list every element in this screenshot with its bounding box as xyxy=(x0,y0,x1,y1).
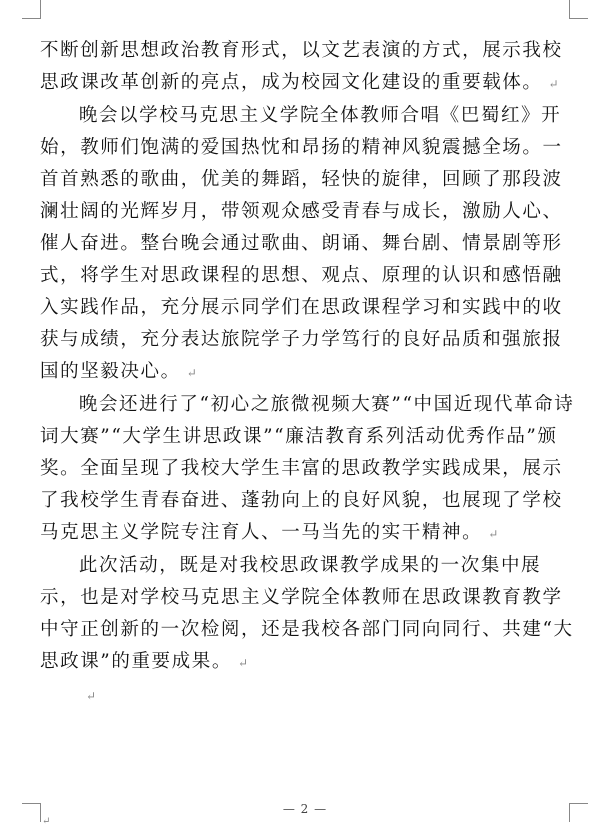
paragraph-mark-icon: ↵ xyxy=(488,527,499,541)
paragraph-text: 晚会以学校马克思主义学院全体教师合唱《巴蜀红》开始，教师们饱满的爱国热忱和昂扬的精神风貌震撼全场。一首首熟悉的歌曲，优美的舞蹈，轻快的旋律，回顾了那段波澜壮阔的光辉岁月，带领观众感受青春与成长，激励人心、催人奋进。整台晚会通过歌曲、朗诵、舞台剧、情景剧等形式，将学生对思政课程的思想、观点、原理的认识和感悟融入实践作品，充分展示同学们在思政课程学习和实践中的收获与成绩，充分表达旅院学子力学笃行的良好品质和强旅报国的坚毅决心。 xyxy=(40,105,563,382)
paragraph-text: 此次活动，既是对我校思政课教学成果的一次集中展示，也是对学校马克思主义学院全体教师在思政课教育教学中守正创新的一次检阅，还是我校各部门同向同行、共建“大思政课”的重要成果。 xyxy=(40,555,574,672)
document-body[interactable] xyxy=(40,35,580,711)
paragraph-text: 晚会还进行了“初心之旅微视频大赛”“中国近现代革命诗词大赛”“大学生讲思政课”“廉洁教育系列活动优秀作品”颁奖。全面呈现了我校大学生丰富的思政教学实践成果，展示了我校学生青春奋进、蓬勃向上的良好风貌，也展现了学校马克思主义学院专注育人、一马当先的实干精神。 xyxy=(40,394,575,543)
paragraph-text: 不断创新思想政治教育形式，以文艺表演的方式，展示我校思政课改革创新的亮点，成为校园文化建设的重要载体。 xyxy=(40,40,563,93)
crop-mark-top-left xyxy=(22,0,41,19)
paragraph-mark-icon: ↵ xyxy=(186,366,197,380)
paragraph-mark-icon: ↵ xyxy=(86,689,97,703)
paragraph-mark-icon: ↵ xyxy=(42,816,52,827)
page-number: — 2 — xyxy=(282,802,328,816)
paragraph xyxy=(40,550,580,679)
page-footer xyxy=(0,802,610,827)
paragraph xyxy=(40,389,580,550)
paragraph-mark-icon: ↵ xyxy=(237,656,249,670)
paragraph-mark-icon: ↵ xyxy=(548,77,559,91)
paragraph xyxy=(40,100,580,389)
empty-paragraph xyxy=(40,679,580,711)
paragraph xyxy=(40,35,580,100)
crop-mark-top-right xyxy=(569,0,588,19)
